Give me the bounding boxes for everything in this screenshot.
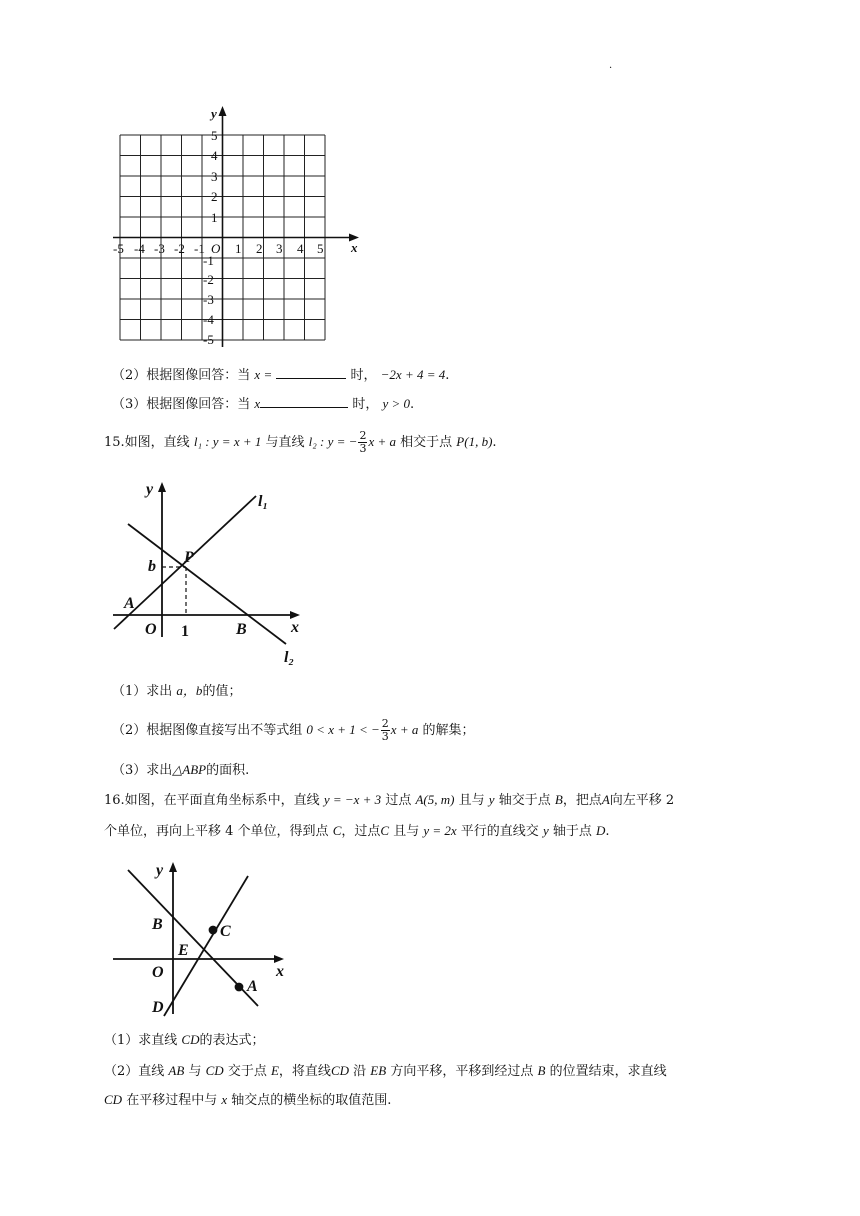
q15-y-label: y bbox=[146, 481, 154, 498]
answer-blank bbox=[260, 393, 348, 408]
q16-point-b-label: B bbox=[152, 916, 163, 933]
q15-x-label: x bbox=[291, 619, 299, 636]
grid-y-axis-label: y bbox=[211, 106, 217, 121]
grid-origin-label: O bbox=[211, 241, 221, 256]
fraction: $\frac{2}{3}$ bbox=[381, 717, 389, 743]
q15-intro: 15.如图，直线 l₁ : y = x + 1 与直线 l₂ : y = − $\frac{2}{3}$ x + a 相交于点 P(1, b). bbox=[104, 429, 497, 455]
grid-x-tick: 4 bbox=[297, 241, 304, 256]
q16-part1: （1）求直线 CD的表达式； bbox=[104, 1032, 265, 1048]
grid-coordinate-figure bbox=[105, 100, 365, 350]
grid-x-tick: -3 bbox=[154, 241, 165, 256]
q15-point-a-label: A bbox=[124, 595, 135, 612]
q15-origin-label: O bbox=[145, 621, 157, 638]
q16-intro-line1: 16.如图，在平面直角坐标系中，直线 y = −x + 3 过点 A(5, m) 且与 y 轴交于点 B，把点A向左平移 2 bbox=[104, 792, 675, 808]
grid-y-tick: 5 bbox=[211, 128, 218, 143]
line-cd bbox=[164, 876, 248, 1016]
q15-l2-label: l₂ bbox=[284, 649, 295, 666]
grid-x-tick: 3 bbox=[276, 241, 283, 256]
grid-x-tick: 1 bbox=[235, 241, 242, 256]
grid-y-tick: -1 bbox=[203, 253, 214, 268]
q16-part2-line1: （2）直线 AB 与 CD 交于点 E，将直线CD 沿 EB 方向平移，平移到经过点 B 的位置结束，求直线 bbox=[104, 1063, 667, 1079]
point-c-dot bbox=[210, 927, 217, 934]
q16-point-a-label: A bbox=[247, 978, 258, 995]
q16-intro-line2: 个单位，再向上平移 4 个单位，得到点 C，过点C 且与 y = 2x 平行的直线交 y 轴于点 D. bbox=[104, 823, 610, 839]
q16-point-d-label: D bbox=[152, 999, 164, 1016]
q16-part2-line2: CD 在平移过程中与 x 轴交点的横坐标的取值范围. bbox=[104, 1092, 392, 1108]
q15-part3: （3）求出△ABP的面积. bbox=[112, 762, 250, 778]
point-a-dot bbox=[236, 984, 243, 991]
page-corner-mark: . bbox=[609, 60, 613, 71]
grid-y-tick: 3 bbox=[211, 169, 218, 184]
q16-origin-label: O bbox=[152, 964, 164, 981]
q16-x-label: x bbox=[276, 963, 284, 980]
q16-translation-figure bbox=[108, 856, 298, 1021]
grid-x-tick: -2 bbox=[174, 241, 185, 256]
q16-point-c-label: C bbox=[220, 923, 231, 940]
q14-part3: （3）根据图像回答：当 x 时， y > 0. bbox=[112, 393, 414, 415]
grid-x-tick: -4 bbox=[134, 241, 145, 256]
grid-y-tick: -4 bbox=[203, 312, 214, 327]
answer-blank bbox=[276, 364, 346, 379]
q15-point-p-label: P bbox=[184, 549, 194, 566]
q16-y-label: y bbox=[156, 862, 164, 879]
grid-y-tick: -3 bbox=[203, 292, 214, 307]
q14-part2: （2）根据图像回答：当 x = 时， −2x + 4 = 4. bbox=[112, 364, 449, 386]
q15-one-label: 1 bbox=[181, 623, 189, 640]
q15-line-intersection-figure bbox=[108, 472, 308, 672]
grid-y-tick: 4 bbox=[211, 148, 218, 163]
grid-x-tick: 2 bbox=[256, 241, 263, 256]
grid-x-axis-label: x bbox=[351, 240, 358, 255]
grid-y-tick: -2 bbox=[203, 272, 214, 287]
grid-y-tick: 1 bbox=[211, 210, 218, 225]
grid-x-tick: -1 bbox=[194, 241, 205, 256]
grid-y-tick: -5 bbox=[203, 332, 214, 347]
axes bbox=[113, 106, 359, 347]
grid-x-tick: -5 bbox=[113, 241, 124, 256]
q15-l1-label: l₁ bbox=[258, 493, 269, 510]
q15-b-label: b bbox=[148, 558, 156, 575]
fraction: $\frac{2}{3}$ bbox=[359, 429, 367, 455]
q15-point-b-label: B bbox=[236, 621, 247, 638]
q16-point-e-label: E bbox=[178, 942, 189, 959]
grid-y-tick: 2 bbox=[211, 189, 218, 204]
grid-x-tick: 5 bbox=[317, 241, 324, 256]
q15-part2: （2）根据图像直接写出不等式组 0 < x + 1 < − $\frac{2}{3}$ x + a 的解集； bbox=[112, 717, 475, 743]
q15-part1: （1）求出 a，b的值； bbox=[112, 683, 242, 699]
